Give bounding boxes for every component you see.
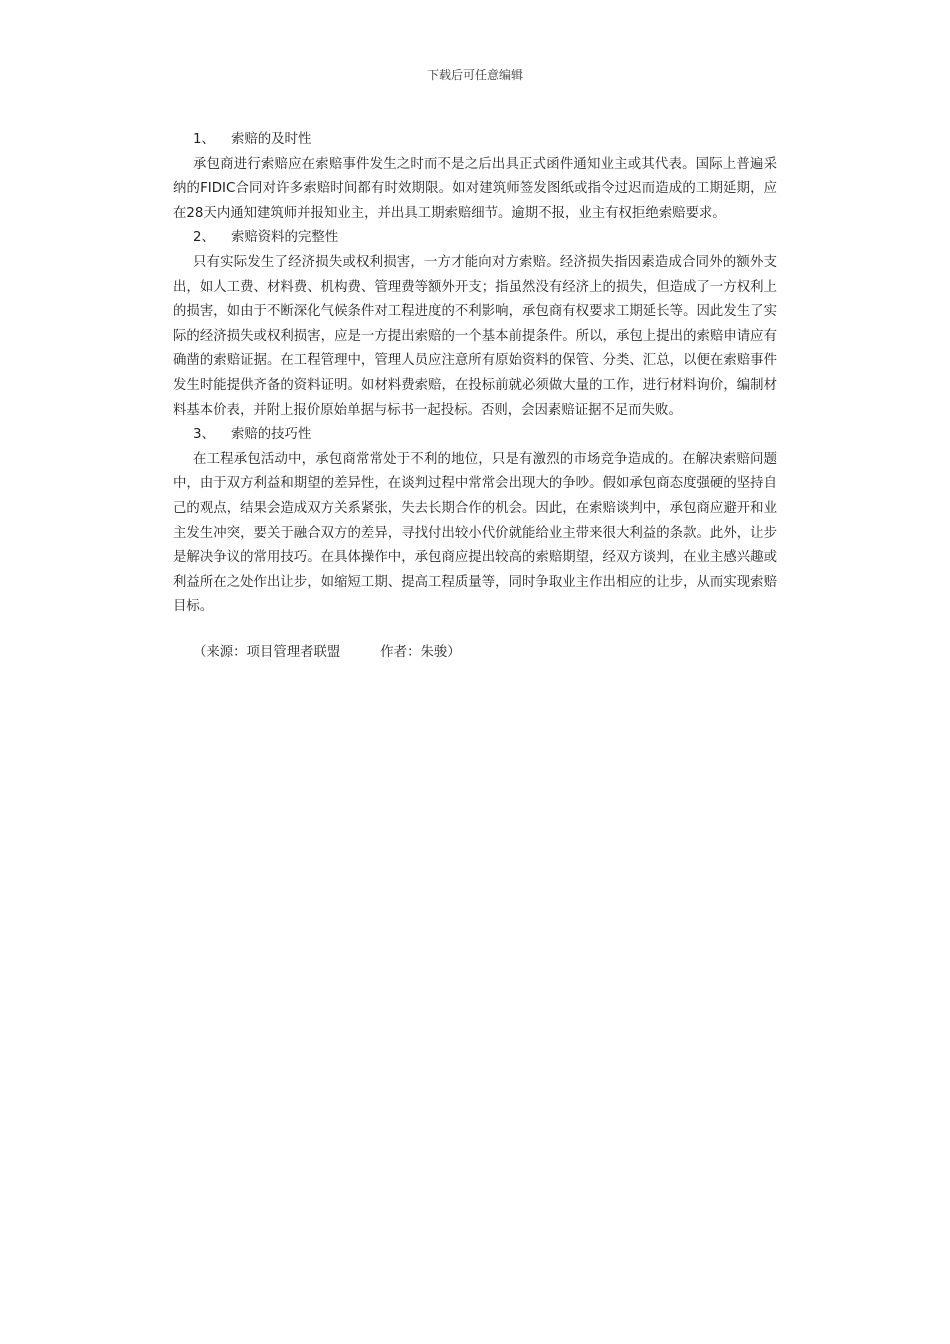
section-2-number: 2、 <box>193 230 215 246</box>
section-2-heading <box>173 226 777 251</box>
section-3-title: 索赔的技巧性 <box>231 427 312 443</box>
page-header-note: 下载后可任意编辑 <box>426 68 523 82</box>
section-1-days-number: 28 <box>186 205 204 221</box>
section-1-paragraph <box>173 153 777 227</box>
source-label: （来源：项目管理者联盟 <box>193 644 341 660</box>
section-1-title: 索赔的及时性 <box>231 132 312 147</box>
section-3-number: 3、 <box>193 427 215 443</box>
section-1-text-b: 合同对许多索赔时间都有时效期限。如对建筑师签发图纸或指令过迟而造成的工期延期，应在 <box>173 181 778 221</box>
section-3-heading <box>173 423 777 448</box>
section-1-heading <box>173 128 777 153</box>
source-attribution <box>173 641 777 666</box>
section-1-text-a: 承包商进行索赔应在索赔事件发生之时而不是之后出具正式函件通知业主或其代表。国际上普遍采纳的 <box>173 156 777 197</box>
section-1-text-c: 天内通知建筑师并报知业主，并出具工期索赔细节。逾期不报，业主有权拒绝索赔要求。 <box>203 205 726 221</box>
article-body <box>173 128 777 665</box>
section-2-paragraph: 只有实际发生了经济损失或权利损害，一方才能向对方索赔。经济损失指因素造成合同外的额外支出，如人工费、材料费、机构费、管理费等额外开支；指虽然没有经济上的损失，但造成了一方权利上的损害，如由于不断深化气候条件对工程进度的不利影响，承包商有权要求工期延长等。因此发生了实际的经济损失或权利损害，应是一方提出索赔的一个基本前提条件。所以，承包上提出的索赔申请应有确凿的索赔证据。在工程管理中，管理人员应注意所有原始资料的保管、分类、汇总，以便在索赔事件发生时能提供齐备的资料证明。如材料费索赔，在投标前就必须做大量的工作，进行材料询价，编制材料基本价表，并附上报价原始单据与标书一起投标。否则，会因素赔证据不足而失败。 <box>173 254 777 418</box>
section-1-term-fidic: FIDIC <box>200 181 236 197</box>
section-2-title: 索赔资料的完整性 <box>231 230 339 246</box>
section-3-paragraph: 在工程承包活动中，承包商常常处于不利的地位，只是有激烈的市场竞争造成的。在解决索赔问题中，由于双方利益和期望的差异性，在谈判过程中常常会出现大的争吵。假如承包商态度强硬的坚持自己的观点，结果会造成双方关系紧张，失去长期合作的机会。因此，在索赔谈判中，承包商应避开和业主发生冲突，要关于融合双方的差异，寻找付出较小代价就能给业主带来很大利益的条款。此外，让步是解决争议的常用技巧。在具体操作中，承包商应提出较高的索赔期望，经双方谈判，在业主感兴趣或利益所在之处作出让步，如缩短工期、提高工程质量等，同时争取业主作出相应的让步，从而实现索赔目标。 <box>173 451 777 615</box>
author-label: 作者：朱骏） <box>380 644 461 660</box>
section-1-number: 1、 <box>193 132 215 147</box>
